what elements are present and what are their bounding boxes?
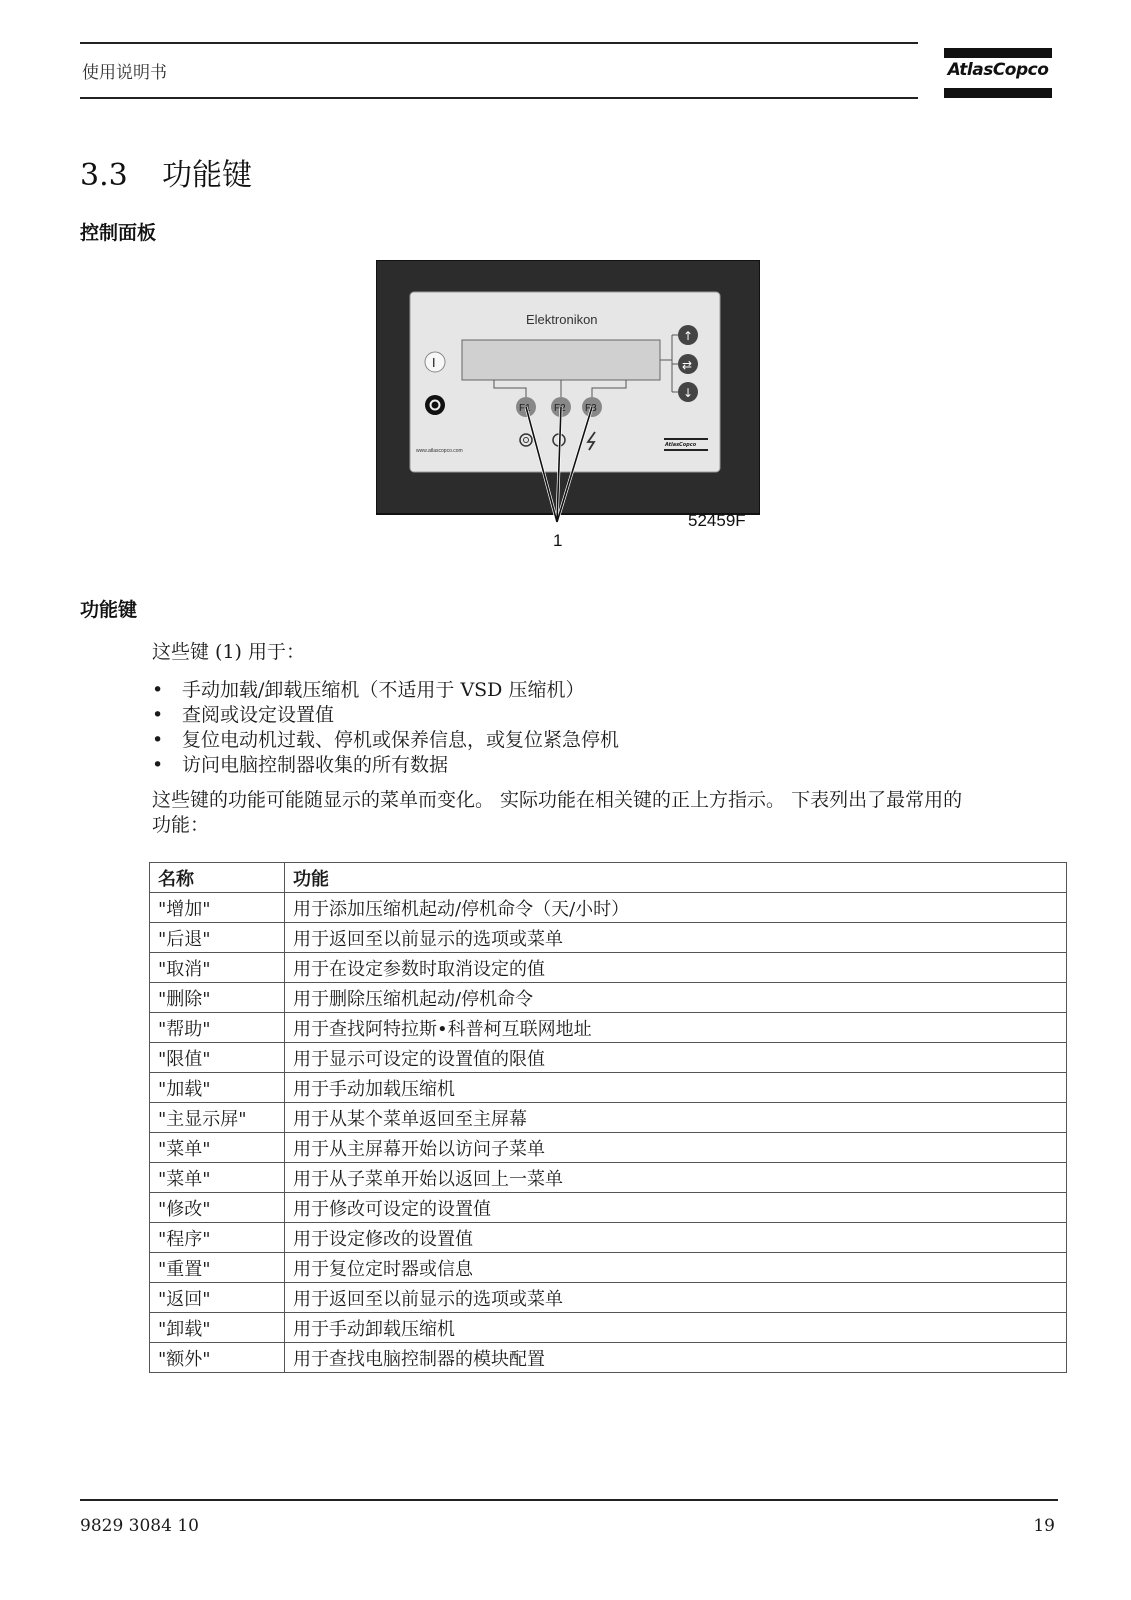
function-keys-heading: 功能键 [80,599,138,621]
table-row [150,893,1067,923]
key-function-cell: 用于修改可设定的设置值 [285,1193,1067,1223]
key-name-cell: "限值" [150,1043,285,1073]
header-rule-top [80,42,918,44]
key-function-cell: 用于显示可设定的设置值的限值 [285,1043,1067,1073]
key-name-cell: "增加" [150,893,285,923]
key-name-cell: "重置" [150,1253,285,1283]
key-name-cell: "帮助" [150,1013,285,1043]
table-row [150,1343,1067,1373]
table-row [150,1223,1067,1253]
atlas-copco-logo [944,48,1052,98]
key-function-cell: 用于在设定参数时取消设定的值 [285,953,1067,983]
list-item: • 手动加载/卸载压缩机（不适用于 VSD 压缩机） [152,678,1012,703]
stop-button [425,395,445,415]
key-name-cell: "菜单" [150,1133,285,1163]
f1-key-label: F1 [519,403,531,414]
key-name-cell: "返回" [150,1283,285,1313]
key-name-cell: "主显示屏" [150,1103,285,1133]
list-item: • 访问电脑控制器收集的所有数据 [152,753,1012,778]
section-title [80,150,252,194]
svg-text:↑: ↑ [683,329,694,343]
key-name-cell: "卸载" [150,1313,285,1343]
logo-text: AtlasCopco [947,60,1049,80]
key-function-cell: 用于查找电脑控制器的模块配置 [285,1343,1067,1373]
table-header-row [150,863,1067,893]
table-row [150,1133,1067,1163]
footer-rule [80,1499,1058,1501]
table-row [150,1103,1067,1133]
key-function-cell: 用于从某个菜单返回至主屏幕 [285,1103,1067,1133]
elektronikon-brand: Elektronikon [526,312,598,327]
page-number: 19 [1033,1516,1055,1536]
function-keys-table [149,862,1067,1373]
header-rule-bottom [80,97,918,99]
document-number: 9829 3084 10 [80,1516,199,1536]
key-name-cell: "额外" [150,1343,285,1373]
figure-id: 52459F [688,511,746,530]
key-function-cell: 用于手动卸载压缩机 [285,1313,1067,1343]
key-name-cell: "取消" [150,953,285,983]
column-header-name: 名称 [150,863,285,893]
key-function-cell: 用于查找阿特拉斯•科普柯互联网地址 [285,1013,1067,1043]
panel-logo-text: AtlasCopco [665,442,697,448]
table-row [150,923,1067,953]
table-row [150,953,1067,983]
key-function-cell: 用于删除压缩机起动/停机命令 [285,983,1067,1013]
callout-label: 1 [553,531,563,550]
display-screen [462,340,660,380]
key-function-cell: 用于返回至以前显示的选项或菜单 [285,923,1067,953]
table-row [150,1283,1067,1313]
key-name-cell: "程序" [150,1223,285,1253]
table-row [150,1043,1067,1073]
panel-website: www.atlascopco.com [416,448,463,454]
key-function-cell: 用于设定修改的设置值 [285,1223,1067,1253]
key-name-cell: "加载" [150,1073,285,1103]
header-title: 使用说明书 [82,63,167,83]
function-note-line2: 功能： [152,814,210,836]
svg-text:↓: ↓ [683,386,694,400]
control-panel-heading: 控制面板 [80,222,157,244]
function-keys-intro: 这些键 (1) 用于： [152,641,305,663]
control-panel-figure [376,260,760,568]
list-item: • 复位电动机过载、停机或保养信息，或复位紧急停机 [152,728,1012,753]
f3-key-label: F3 [585,403,597,414]
section-number: 3.3 [80,158,128,193]
key-function-cell: 用于复位定时器或信息 [285,1253,1067,1283]
table-row [150,983,1067,1013]
table-row [150,1073,1067,1103]
function-keys-list [152,678,1012,778]
table-row [150,1313,1067,1343]
svg-text:I: I [432,356,436,370]
column-header-function: 功能 [285,863,1067,893]
table-row [150,1013,1067,1043]
key-function-cell: 用于返回至以前显示的选项或菜单 [285,1283,1067,1313]
table-row [150,1253,1067,1283]
table-row [150,1163,1067,1193]
key-function-cell: 用于从主屏幕开始以访问子菜单 [285,1133,1067,1163]
key-name-cell: "菜单" [150,1163,285,1193]
f2-key-label: F2 [554,403,566,414]
key-name-cell: "后退" [150,923,285,953]
list-item: • 查阅或设定设置值 [152,703,1012,728]
svg-text:⇄: ⇄ [682,358,693,372]
key-name-cell: "删除" [150,983,285,1013]
key-function-cell: 用于添加压缩机起动/停机命令（天/小时） [285,893,1067,923]
table-row [150,1193,1067,1223]
key-function-cell: 用于从子菜单开始以返回上一菜单 [285,1163,1067,1193]
function-note-line1: 这些键的功能可能随显示的菜单而变化。 实际功能在相关键的正上方指示。 下表列出了最常用的 [152,789,963,811]
section-name: 功能键 [162,158,252,193]
key-function-cell: 用于手动加载压缩机 [285,1073,1067,1103]
key-name-cell: "修改" [150,1193,285,1223]
